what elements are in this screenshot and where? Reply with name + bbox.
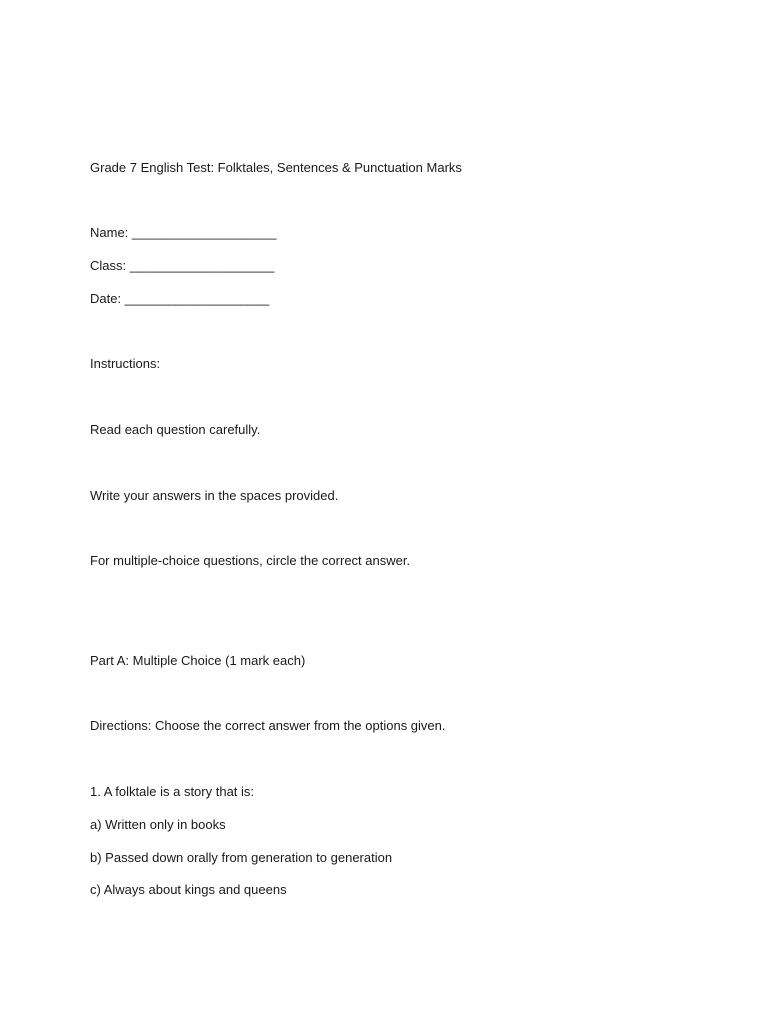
instruction-item: Write your answers in the spaces provided. xyxy=(90,488,339,503)
answer-option-b[interactable]: b) Passed down orally from generation to generation xyxy=(90,850,393,865)
question-text: 1. A folktale is a story that is: xyxy=(90,784,255,799)
instructions-heading: Instructions: xyxy=(90,356,161,371)
answer-option-c[interactable]: c) Always about kings and queens xyxy=(90,882,287,897)
document-title: Grade 7 English Test: Folktales, Sentences & Punctuation Marks xyxy=(90,160,462,175)
part-a-heading: Part A: Multiple Choice (1 mark each) xyxy=(90,653,306,668)
date-field: Date: ____________________ xyxy=(90,291,270,306)
part-a-directions: Directions: Choose the correct answer from the options given. xyxy=(90,718,446,733)
answer-option-a[interactable]: a) Written only in books xyxy=(90,817,226,832)
class-field: Class: ____________________ xyxy=(90,258,275,273)
name-field: Name: ____________________ xyxy=(90,225,277,240)
instruction-item: For multiple-choice questions, circle the correct answer. xyxy=(90,553,411,568)
instruction-item: Read each question carefully. xyxy=(90,422,261,437)
